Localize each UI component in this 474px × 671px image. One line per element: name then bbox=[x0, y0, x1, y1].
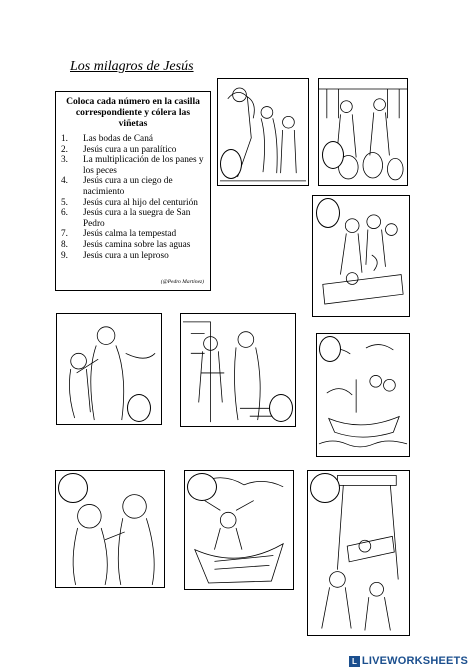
illustration-jars-scene bbox=[319, 79, 407, 185]
panel-calming-storm bbox=[184, 470, 294, 590]
panel-mother-in-law bbox=[312, 195, 410, 317]
answer-circle[interactable] bbox=[322, 141, 344, 169]
page-title: Los milagros de Jesús bbox=[70, 59, 194, 74]
liveworksheets-logo-icon: L bbox=[349, 656, 360, 667]
instructions-box bbox=[55, 91, 211, 291]
list-item: 1. Las bodas de Caná bbox=[61, 134, 153, 144]
list-item: 9. Jesús cura a un leproso bbox=[61, 250, 169, 261]
panel-blessing-children bbox=[217, 78, 309, 186]
answer-circle[interactable] bbox=[187, 473, 217, 501]
answer-circle[interactable] bbox=[220, 149, 242, 179]
list-item: 4. Jesús cura a un ciego de nacimiento bbox=[61, 176, 173, 197]
brand-name: LIVEWORKSHEETS bbox=[361, 655, 468, 667]
panel-blind-man bbox=[55, 470, 165, 588]
instructions-heading: Coloca cada número en la casilla correspondiente y cólera las viñetas bbox=[66, 96, 200, 129]
panel-paralytic bbox=[307, 470, 410, 636]
answer-circle[interactable] bbox=[58, 473, 88, 503]
answer-circle[interactable] bbox=[127, 394, 151, 422]
list-item: 3. La multiplicación de los panes y los peces bbox=[61, 155, 204, 176]
list-item: 8. Jesús camina sobre las aguas bbox=[61, 239, 191, 250]
answer-circle[interactable] bbox=[269, 394, 293, 422]
liveworksheets-brand[interactable] bbox=[349, 655, 468, 667]
answer-circle[interactable] bbox=[316, 198, 340, 228]
panel-water-jars bbox=[318, 78, 408, 186]
author-credit: (@Pedro Martínez) bbox=[160, 279, 204, 285]
panel-centurion bbox=[180, 313, 296, 427]
answer-circle[interactable] bbox=[310, 473, 340, 503]
panel-leper bbox=[56, 313, 162, 425]
list-item: 2. Jesús cura a un paralítico bbox=[61, 144, 177, 155]
miracles-list bbox=[61, 134, 205, 261]
list-item: 5. Jesús cura al hijo del centurión bbox=[61, 197, 198, 208]
list-item: 6. Jesús cura a la suegra de San Pedro bbox=[61, 208, 191, 229]
list-item: 7. Jesús calma la tempestad bbox=[61, 229, 177, 240]
answer-circle[interactable] bbox=[319, 336, 341, 362]
panel-walking-water bbox=[316, 333, 410, 457]
